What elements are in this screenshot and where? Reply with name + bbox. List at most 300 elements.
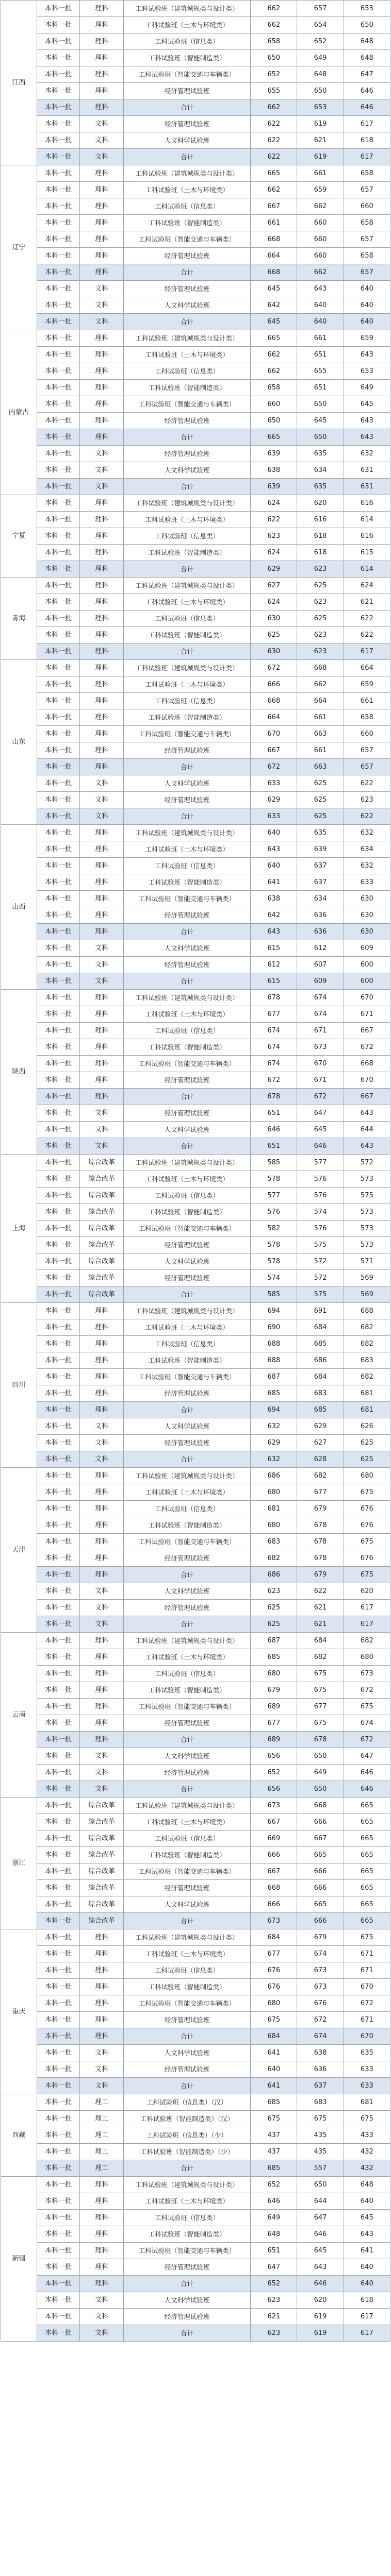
max-score-cell: 673 [251,1798,297,1814]
batch-cell: 本科一批 [37,643,79,660]
max-score-cell: 642 [251,907,297,924]
batch-cell: 本科一批 [37,33,79,50]
avg-score-cell: 619 [297,2325,344,2342]
program-cell: 工科试验班（土木与环境类） [123,841,250,858]
table-row [1,2309,390,2325]
program-cell: 经济管理试验班 [123,1435,250,1451]
avg-score-cell: 618 [297,545,344,561]
program-cell: 工科试验班（智能制造类） [123,2226,250,2243]
max-score-cell: 662 [251,99,297,116]
min-score-cell: 682 [344,1336,390,1352]
max-score-cell: 666 [251,1896,297,1913]
batch-cell: 本科一批 [37,2292,79,2309]
max-score-cell: 650 [251,50,297,66]
min-score-cell: 632 [344,446,390,462]
avg-score-cell: 682 [297,1649,344,1666]
batch-cell: 本科一批 [37,429,79,446]
province-cell: 山西 [1,825,37,990]
subject-cell: 文科 [80,973,124,990]
program-cell: 经济管理试验班 [123,281,250,297]
subject-cell: 综合改革 [80,1913,124,1929]
program-cell: 工科试验班（信息类） [123,1336,250,1352]
min-score-cell: 675 [344,1699,390,1715]
batch-cell: 本科一批 [37,528,79,545]
batch-cell: 本科一批 [37,1451,79,1468]
max-score-cell: 660 [251,396,297,413]
program-cell: 工科试验班（智能交通与车辆类） [123,66,250,83]
subject-cell: 理科 [80,841,124,858]
avg-score-cell: 607 [297,957,344,973]
batch-cell: 本科一批 [37,1567,79,1583]
min-score-cell: 675 [344,1484,390,1501]
min-score-cell: 635 [344,2045,390,2061]
table-row [1,116,390,132]
min-score-cell: 670 [344,1979,390,1995]
program-cell: 经济管理试验班 [123,1237,250,1253]
batch-cell: 本科一批 [37,17,79,33]
program-cell: 经济管理试验班 [123,957,250,973]
max-score-cell: 668 [251,693,297,709]
avg-score-cell: 645 [297,1122,344,1138]
program-cell: 合计 [123,1781,250,1798]
batch-cell: 本科一批 [37,1616,79,1633]
min-score-cell: 626 [344,1418,390,1435]
program-cell: 合计 [123,2276,250,2292]
subject-cell: 理科 [80,627,124,643]
max-score-cell: 678 [251,1089,297,1105]
batch-cell: 本科一批 [37,1138,79,1155]
subject-cell: 理科 [80,182,124,198]
table-row [1,66,390,83]
batch-cell: 本科一批 [37,611,79,627]
max-score-cell: 683 [251,1534,297,1550]
max-score-cell: 656 [251,1781,297,1798]
min-score-cell: 614 [344,512,390,528]
program-cell: 工科试验班（智能制造类） [123,1847,250,1863]
max-score-cell: 675 [251,2111,297,2127]
table-row [1,347,390,363]
program-cell: 经济管理试验班 [123,792,250,808]
subject-cell: 理科 [80,693,124,709]
max-score-cell: 651 [251,1105,297,1122]
batch-cell: 本科一批 [37,1,79,17]
batch-cell: 本科一批 [37,2325,79,2342]
program-cell: 工科试验班（土木与环境类） [123,1171,250,1188]
table-row [1,643,390,660]
min-score-cell: 657 [344,759,390,775]
max-score-cell: 437 [251,2127,297,2144]
avg-score-cell: 621 [297,132,344,149]
batch-cell: 本科一批 [37,380,79,396]
province-cell: 云南 [1,1633,37,1798]
batch-cell: 本科一批 [37,874,79,891]
program-cell: 工科试验班（土木与环境类） [123,1319,250,1336]
min-score-cell: 648 [344,33,390,50]
batch-cell: 本科一批 [37,1319,79,1336]
max-score-cell: 670 [251,726,297,742]
subject-cell: 理科 [80,1979,124,1995]
table-row [1,1781,390,1798]
max-score-cell: 685 [251,2160,297,2177]
table-row [1,1501,390,1517]
table-row [1,1270,390,1286]
max-score-cell: 665 [251,165,297,182]
max-score-cell: 625 [251,1600,297,1616]
program-cell: 工科试验班（智能制造类） [123,627,250,643]
program-cell: 经济管理试验班 [123,1550,250,1567]
min-score-cell: 675 [344,1567,390,1583]
min-score-cell: 645 [344,2210,390,2226]
program-cell: 工科试验班（信息类） [123,693,250,709]
min-score-cell: 575 [344,1188,390,1204]
subject-cell: 理科 [80,1369,124,1385]
program-cell: 经济管理试验班 [123,1072,250,1089]
batch-cell: 本科一批 [37,1550,79,1567]
subject-cell: 理科 [80,495,124,512]
batch-cell: 本科一批 [37,792,79,808]
subject-cell: 理科 [80,709,124,726]
max-score-cell: 650 [251,413,297,429]
avg-score-cell: 435 [297,2144,344,2160]
max-score-cell: 677 [251,1006,297,1023]
min-score-cell: 617 [344,2325,390,2342]
table-row [1,479,390,495]
batch-cell: 本科一批 [37,347,79,363]
avg-score-cell: 619 [297,2309,344,2325]
province-cell: 新疆 [1,2177,37,2342]
table-row [1,1204,390,1221]
subject-cell: 理科 [80,1,124,17]
max-score-cell: 624 [251,495,297,512]
batch-cell: 本科一批 [37,973,79,990]
table-row [1,1814,390,1831]
table-row [1,429,390,446]
min-score-cell: 670 [344,1072,390,1089]
avg-score-cell: 678 [297,1534,344,1550]
avg-score-cell: 619 [297,116,344,132]
batch-cell: 本科一批 [37,545,79,561]
program-cell: 合计 [123,1402,250,1418]
subject-cell: 综合改革 [80,1237,124,1253]
batch-cell: 本科一批 [37,2160,79,2177]
max-score-cell: 641 [251,874,297,891]
max-score-cell: 673 [251,1913,297,1929]
avg-score-cell: 620 [297,2292,344,2309]
program-cell: 工科试验班（智能制造类）（汉） [123,2111,250,2127]
table-row [1,2193,390,2210]
avg-score-cell: 646 [297,2276,344,2292]
avg-score-cell: 619 [297,149,344,165]
table-row [1,264,390,281]
table-row [1,1600,390,1616]
max-score-cell: 672 [251,660,297,676]
min-score-cell: 640 [344,2276,390,2292]
table-row [1,149,390,165]
max-score-cell: 638 [251,891,297,907]
subject-cell: 综合改革 [80,1155,124,1171]
max-score-cell: 629 [251,561,297,578]
avg-score-cell: 650 [297,429,344,446]
min-score-cell: 644 [344,1122,390,1138]
province-cell: 上海 [1,1155,37,1303]
min-score-cell: 671 [344,2012,390,2028]
avg-score-cell: 668 [297,660,344,676]
subject-cell: 理科 [80,347,124,363]
program-cell: 工科试验班（建筑城规类与设计类） [123,578,250,594]
avg-score-cell: 661 [297,742,344,759]
max-score-cell: 622 [251,149,297,165]
min-score-cell: 683 [344,1352,390,1369]
batch-cell: 本科一批 [37,660,79,676]
max-score-cell: 647 [251,2259,297,2276]
min-score-cell: 622 [344,611,390,627]
subject-cell: 理科 [80,1682,124,1699]
batch-cell: 本科一批 [37,2127,79,2144]
batch-cell: 本科一批 [37,1369,79,1385]
table-row [1,1666,390,1682]
subject-cell: 理科 [80,1567,124,1583]
table-row [1,1765,390,1781]
table-row [1,2061,390,2078]
avg-score-cell: 674 [297,1006,344,1023]
table-row [1,2160,390,2177]
subject-cell: 文科 [80,957,124,973]
min-score-cell: 632 [344,825,390,841]
table-row [1,2045,390,2061]
subject-cell: 文科 [80,1616,124,1633]
max-score-cell: 661 [251,215,297,231]
avg-score-cell: 674 [297,2028,344,2045]
min-score-cell: 645 [344,396,390,413]
min-score-cell: 676 [344,1550,390,1567]
avg-score-cell: 661 [297,330,344,347]
table-row [1,2127,390,2144]
min-score-cell: 672 [344,1732,390,1748]
batch-cell: 本科一批 [37,50,79,66]
max-score-cell: 666 [251,676,297,693]
program-cell: 经济管理试验班 [123,2012,250,2028]
batch-cell: 本科一批 [37,907,79,924]
min-score-cell: 671 [344,1962,390,1979]
avg-score-cell: 685 [297,1402,344,1418]
program-cell: 工科试验班（智能交通与车辆类） [123,891,250,907]
max-score-cell: 684 [251,2028,297,2045]
avg-score-cell: 650 [297,2177,344,2193]
table-row [1,2276,390,2292]
table-row [1,2292,390,2309]
min-score-cell: 640 [344,314,390,330]
min-score-cell: 615 [344,545,390,561]
program-cell: 人文科学试验班 [123,1122,250,1138]
min-score-cell: 618 [344,132,390,149]
program-cell: 工科试验班（建筑城规类与设计类） [123,2177,250,2193]
table-row [1,1798,390,1814]
min-score-cell: 616 [344,495,390,512]
program-cell: 人文科学试验班 [123,1253,250,1270]
batch-cell: 本科一批 [37,396,79,413]
max-score-cell: 675 [251,2012,297,2028]
min-score-cell: 658 [344,709,390,726]
table-row [1,775,390,792]
program-cell: 经济管理试验班 [123,1385,250,1402]
province-cell: 浙江 [1,1798,37,1929]
avg-score-cell: 625 [297,792,344,808]
avg-score-cell: 667 [297,1831,344,1847]
table-row [1,2226,390,2243]
avg-score-cell: 645 [297,413,344,429]
avg-score-cell: 634 [297,891,344,907]
program-cell: 工科试验班（土木与环境类） [123,594,250,611]
subject-cell: 理科 [80,907,124,924]
subject-cell: 理科 [80,1006,124,1023]
min-score-cell: 646 [344,1781,390,1798]
batch-cell: 本科一批 [37,1732,79,1748]
max-score-cell: 646 [251,2193,297,2210]
avg-score-cell: 620 [297,495,344,512]
avg-score-cell: 643 [297,2259,344,2276]
batch-cell: 本科一批 [37,281,79,297]
max-score-cell: 668 [251,231,297,248]
program-cell: 工科试验班（智能制造类）（少） [123,2144,250,2160]
table-row [1,83,390,99]
subject-cell: 文科 [80,1435,124,1451]
table-row [1,1138,390,1155]
batch-cell: 本科一批 [37,1896,79,1913]
subject-cell: 理科 [80,83,124,99]
program-cell: 人文科学试验班 [123,1748,250,1765]
program-cell: 人文科学试验班 [123,1418,250,1435]
avg-score-cell: 609 [297,973,344,990]
batch-cell: 本科一批 [37,2111,79,2127]
subject-cell: 理工 [80,2144,124,2160]
program-cell: 工科试验班（信息类） [123,611,250,627]
batch-cell: 本科一批 [37,1122,79,1138]
subject-cell: 理科 [80,924,124,940]
max-score-cell: 574 [251,1270,297,1286]
min-score-cell: 640 [344,2259,390,2276]
program-cell: 工科试验班（智能交通与车辆类） [123,231,250,248]
max-score-cell: 622 [251,512,297,528]
batch-cell: 本科一批 [37,2144,79,2160]
avg-score-cell: 623 [297,561,344,578]
table-row [1,693,390,709]
subject-cell: 理科 [80,2226,124,2243]
table-row [1,1748,390,1765]
program-cell: 工科试验班（智能制造类） [123,215,250,231]
max-score-cell: 612 [251,957,297,973]
min-score-cell: 571 [344,1253,390,1270]
program-cell: 工科试验班（建筑城规类与设计类） [123,165,250,182]
program-cell: 经济管理试验班 [123,116,250,132]
subject-cell: 文科 [80,314,124,330]
avg-score-cell: 661 [297,709,344,726]
batch-cell: 本科一批 [37,1435,79,1451]
table-row [1,660,390,676]
program-cell: 工科试验班（智能交通与车辆类） [123,1369,250,1385]
avg-score-cell: 683 [297,1385,344,1402]
program-cell: 工科试验班（智能交通与车辆类） [123,1699,250,1715]
subject-cell: 理科 [80,1056,124,1072]
avg-score-cell: 557 [297,2160,344,2177]
batch-cell: 本科一批 [37,1666,79,1682]
program-cell: 工科试验班（建筑城规类与设计类） [123,1,250,17]
min-score-cell: 573 [344,1171,390,1188]
avg-score-cell: 650 [297,396,344,413]
table-row [1,1155,390,1171]
batch-cell: 本科一批 [37,1188,79,1204]
max-score-cell: 645 [251,281,297,297]
batch-cell: 本科一批 [37,1600,79,1616]
table-row [1,611,390,627]
avg-score-cell: 643 [297,281,344,297]
max-score-cell: 629 [251,1435,297,1451]
batch-cell: 本科一批 [37,2226,79,2243]
avg-score-cell: 645 [297,2243,344,2259]
subject-cell: 理科 [80,1402,124,1418]
max-score-cell: 630 [251,643,297,660]
table-row [1,2111,390,2127]
min-score-cell: 659 [344,330,390,347]
max-score-cell: 640 [251,858,297,874]
avg-score-cell: 612 [297,940,344,957]
batch-cell: 本科一批 [37,1699,79,1715]
avg-score-cell: 640 [297,314,344,330]
avg-score-cell: 621 [297,1616,344,1633]
max-score-cell: 667 [251,1863,297,1880]
program-cell: 人文科学试验班 [123,132,250,149]
admission-scores-table [1,0,390,2342]
batch-cell: 本科一批 [37,1765,79,1781]
batch-cell: 本科一批 [37,726,79,742]
max-score-cell: 668 [251,1880,297,1896]
program-cell: 工科试验班（土木与环境类） [123,17,250,33]
program-cell: 工科试验班（智能交通与车辆类） [123,726,250,742]
program-cell: 合计 [123,1089,250,1105]
table-row [1,891,390,907]
table-row [1,2177,390,2193]
min-score-cell: 650 [344,17,390,33]
max-score-cell: 681 [251,1501,297,1517]
subject-cell: 理科 [80,512,124,528]
program-cell: 合计 [123,264,250,281]
min-score-cell: 643 [344,413,390,429]
avg-score-cell: 662 [297,676,344,693]
table-row [1,2028,390,2045]
batch-cell: 本科一批 [37,479,79,495]
max-score-cell: 676 [251,1962,297,1979]
table-row [1,33,390,50]
batch-cell: 本科一批 [37,627,79,643]
batch-cell: 本科一批 [37,1253,79,1270]
avg-score-cell: 623 [297,643,344,660]
table-row [1,1105,390,1122]
max-score-cell: 665 [251,330,297,347]
min-score-cell: 643 [344,429,390,446]
table-row [1,17,390,33]
max-score-cell: 625 [251,627,297,643]
batch-cell: 本科一批 [37,1089,79,1105]
subject-cell: 综合改革 [80,1204,124,1221]
batch-cell: 本科一批 [37,841,79,858]
max-score-cell: 641 [251,2045,297,2061]
batch-cell: 本科一批 [37,825,79,841]
subject-cell: 理科 [80,66,124,83]
batch-cell: 本科一批 [37,1979,79,1995]
program-cell: 工科试验班（智能制造类） [123,50,250,66]
min-score-cell: 648 [344,2177,390,2193]
subject-cell: 理科 [80,726,124,742]
max-score-cell: 680 [251,1995,297,2012]
